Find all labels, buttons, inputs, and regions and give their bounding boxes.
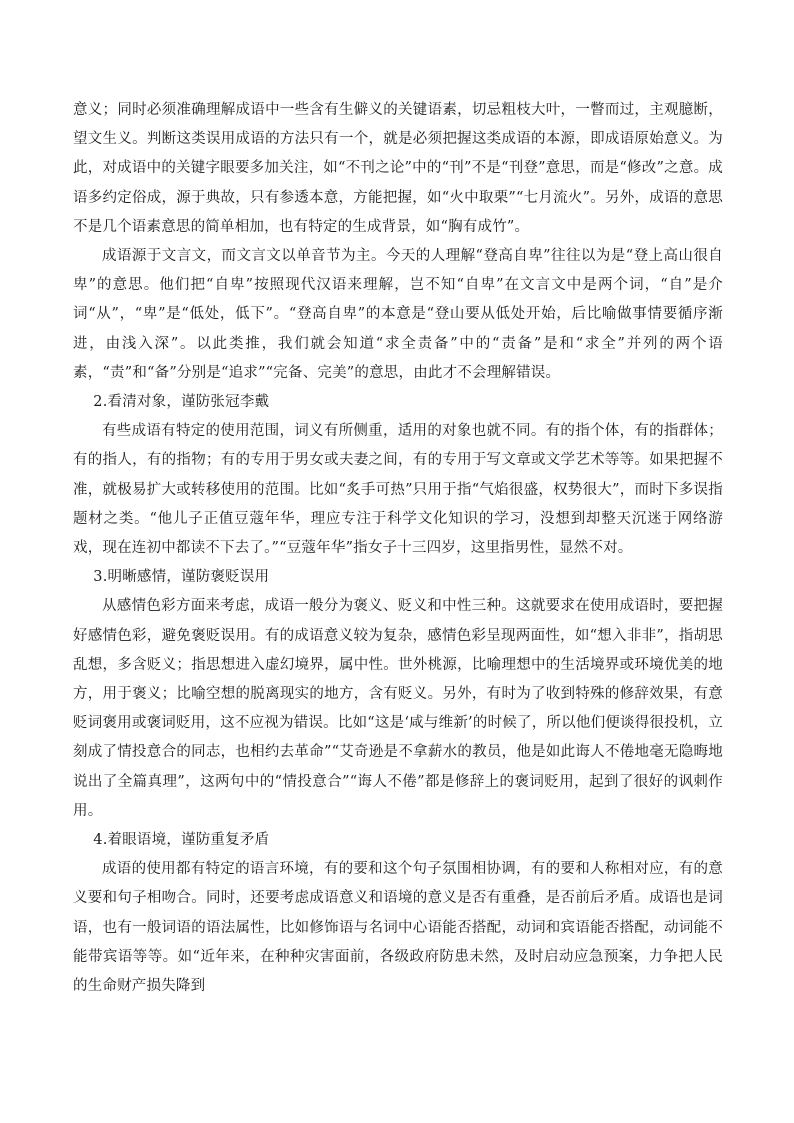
paragraph-classical-chinese: 成语源于文言文，而文言文以单音节为主。今天的人理解“登高自卑”往往以为是“登上高山很自卑”的意思。他们把“自卑”按照现代汉语来理解，岂不知“自卑”在文言文中是两个词，“自”是介词“从”，“卑”是“低处，低下”。“登高自卑”的本意是“登山要从低处开始，后比喻做事情要循序渐进，由浅入深”。以此类推，我们就会知道“求全责备”中的“责备”是和“求全”并列的两个语素，“责”和“备”分别是“追求”“完备、完美”的意思，由此才不会理解错误。 (73, 248, 723, 381)
section-heading-3: 3.明晰感情，谨防褒贬误用 (93, 569, 270, 586)
paragraph-idiom-meaning: 意义；同时必须准确理解成语中一些含有生僻义的关键语素，切忌粗枝大叶，一瞥而过，主观臆断，望文生义。判断这类误用成语的方法只有一个，就是必须把握这类成语的本源，即成语原始意义。为此，对成语中的关键字眼要多加关注，如“不刊之论”中的“刊”不是“刊登”意思，而是“修改”之意。成语多约定俗成，源于典故，只有参透本意，方能把握，如“火中取栗”“七月流火”。另外，成语的意思不是几个语素意思的简单相加，也有特定的生成背景，如“胸有成竹”。 (73, 102, 723, 235)
paragraph-emotional-color: 从感情色彩方面来考虑，成语一般分为褒义、贬义和中性三种。这就要求在使用成语时，要把握好感情色彩，避免褒贬误用。有的成语意义较为复杂，感情色彩呈现两面性，如“想入非非”，指胡思乱想，多含贬义；指思想进入虚幻境界，属中性。世外桃源，比喻理想中的生活境界或环境优美的地方，用于褒义；比喻空想的脱离现实的地方，含有贬义。另外，有时为了收到特殊的修辞效果，有意贬词褒用或褒词贬用，这不应视为错误。比如“这是‘咸与维新’的时候了，所以他们便谈得很投机，立刻成了情投意合的同志，也相约去革命”“艾奇逊是不拿薪水的教员，他是如此诲人不倦地毫无隐晦地说出了全篇真理”，这两句中的“情投意合”“诲人不倦”都是修辞上的褒词贬用，起到了很好的讽刺作用。 (73, 598, 723, 819)
section-heading-2: 2.看清对象，谨防张冠李戴 (93, 394, 270, 411)
paragraph-context: 成语的使用都有特定的语言环境，有的要和这个句子氛围相协调，有的要和人称相对应，有的意义要和句子相吻合。同时，还要考虑成语意义和语境的意义是否有重叠，是否前后矛盾。成语也是词语，也有一般词语的语法属性，比如修饰语与名词中心语能否搭配，动词和宾语能否搭配，动词能不能带宾语等等。如“近年来，在种种灾害面前，各级政府防患未然，及时启动应急预案，力争把人民的生命财产损失降到 (73, 861, 723, 995)
section-heading-4: 4.着眼语境，谨防重复矛盾 (93, 832, 270, 849)
document-page (73, 96, 723, 1001)
paragraph-usage-scope: 有些成语有特定的使用范围，词义有所侧重，适用的对象也就不同。有的指个体，有的指群体；有的指人，有的指物；有的专用于男女或夫妻之间，有的专用于写文章或文学艺术等等。如果把握不准，就极易扩大或转移使用的范围。比如“炙手可热”只用于指“气焰很盛，权势很大”，而时下多误指题材之类。“他儿子正值豆蔻年华，理应专注于科学文化知识的学习，没想到却整天沉迷于网络游戏，现在连初中都读不下去了。”“豆蔻年华”指女子十三四岁，这里指男性，显然不对。 (73, 423, 723, 557)
